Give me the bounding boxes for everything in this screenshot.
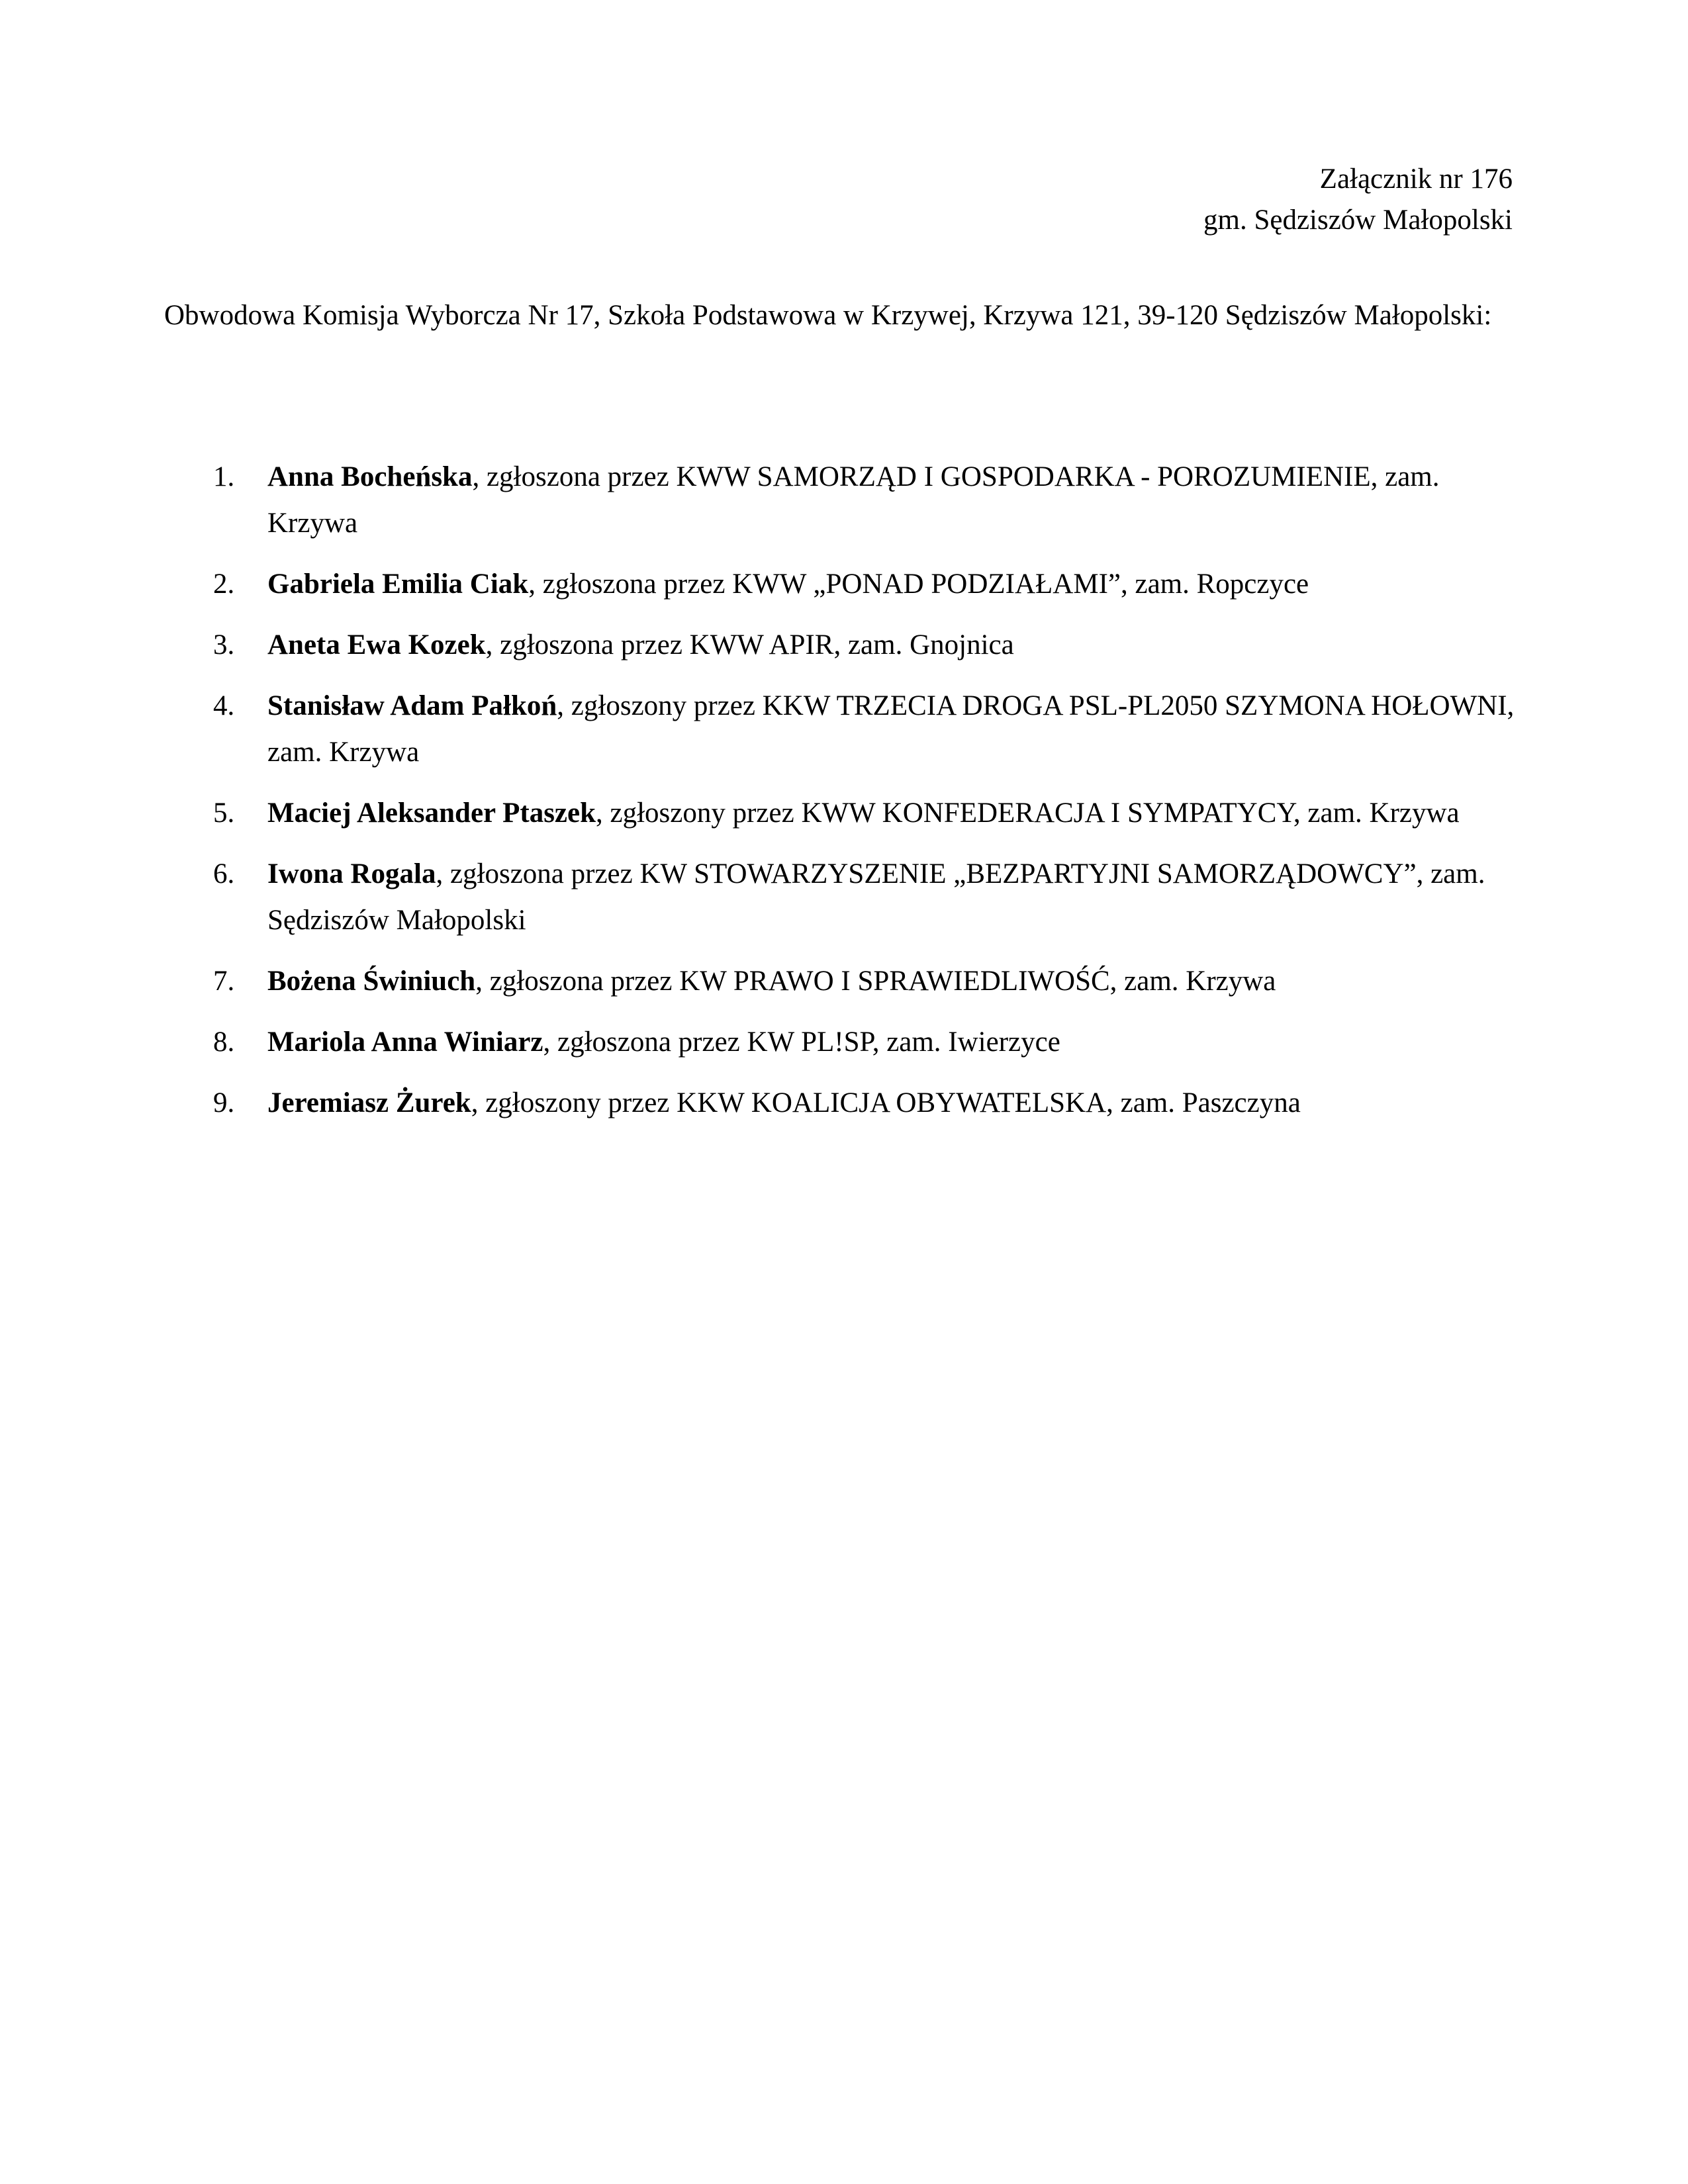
member-name: Stanisław Adam Pałkoń [267,690,557,721]
member-item [164,790,1528,837]
member-details: , zgłoszona przez KW PL!SP, zam. Iwierzyce [543,1026,1060,1058]
member-name: Anna Bocheńska [267,461,473,492]
member-number: 1. [213,461,235,492]
member-details: , zgłoszony przez KWW KONFEDERACJA I SYMPATYCY, zam. Krzywa [596,797,1460,829]
member-item [164,1019,1528,1066]
member-number: 7. [213,966,235,997]
member-details: , zgłoszona przez KW PRAWO I SPRAWIEDLIWOŚĆ, zam. Krzywa [475,966,1276,997]
member-name: Gabriela Emilia Ciak [267,569,529,600]
member-number: 5. [213,797,235,829]
member-item [164,851,1528,944]
member-number: 3. [213,629,235,660]
member-details: , zgłoszona przez KWW SAMORZĄD I GOSPODARKA - POROZUMIENIE, zam. Krzywa [267,461,1440,539]
member-item [164,1080,1528,1126]
member-item [164,683,1528,776]
member-item [164,454,1528,547]
member-number: 2. [213,569,235,600]
member-details: , zgłoszona przez KWW APIR, zam. Gnojnica [485,629,1014,660]
member-list [164,454,1528,1141]
commission-title: Obwodowa Komisja Wyborcza Nr 17, Szkoła Podstawowa w Krzywej, Krzywa 121, 39-120 Sędziszów Małopolski: [164,300,1492,331]
member-number: 6. [213,858,235,889]
member-details: , zgłoszony przez KKW KOALICJA OBYWATELSKA, zam. Paszczyna [471,1087,1301,1118]
member-name: Jeremiasz Żurek [267,1087,471,1118]
member-item [164,958,1528,1005]
municipality-name: gm. Sędziszów Małopolski [1203,205,1513,236]
member-details: , zgłoszony przez KKW TRZECIA DROGA PSL-PL2050 SZYMONA HOŁOWNI, zam. Krzywa [267,690,1515,768]
member-item [164,561,1528,608]
member-name: Bożena Świniuch [267,966,476,997]
attachment-number: Załącznik nr 176 [1319,163,1513,195]
member-number: 9. [213,1087,235,1118]
member-number: 4. [213,690,235,721]
member-name: Iwona Rogala [267,858,436,889]
member-name: Maciej Aleksander Ptaszek [267,797,596,829]
member-details: , zgłoszona przez KWW „PONAD PODZIAŁAMI”, zam. Ropczyce [528,569,1309,600]
member-name: Aneta Ewa Kozek [267,629,486,660]
member-details: , zgłoszona przez KW STOWARZYSZENIE „BEZPARTYJNI SAMORZĄDOWCY”, zam. Sędziszów Małopolski [267,858,1485,936]
member-item [164,622,1528,668]
member-number: 8. [213,1026,235,1058]
document-header [1203,159,1513,241]
member-name: Mariola Anna Winiarz [267,1026,543,1058]
